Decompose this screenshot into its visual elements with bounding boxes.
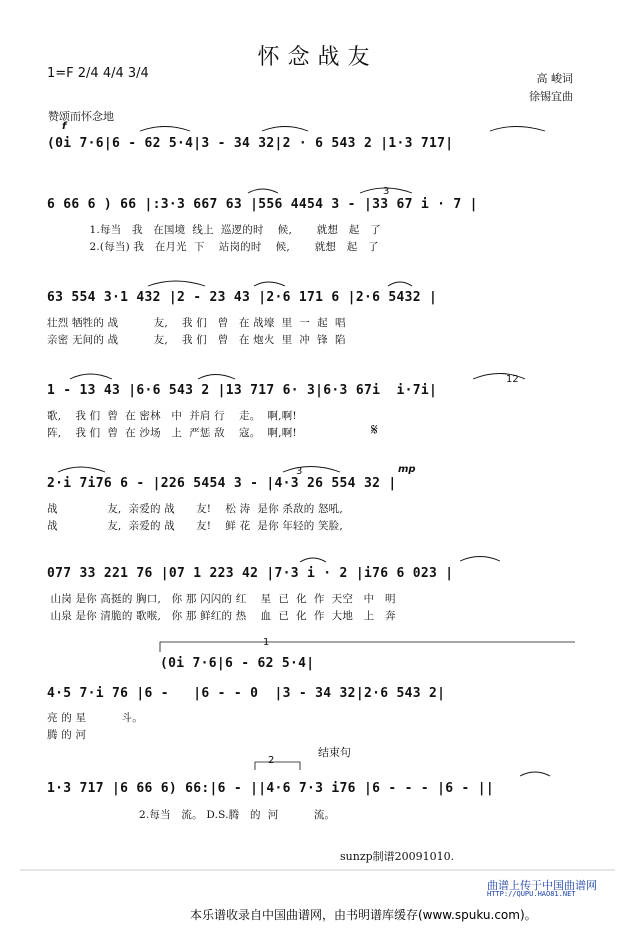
lyrics-verse2-line6: 山泉 是你 清脆的 歌喉, 你 那 鲜红的 热 血 已 化 作 大地 上 奔 <box>47 610 396 622</box>
slur <box>360 188 412 193</box>
score-system-6: 077 33 221 76 |07 1 223 42 |7·3 i · 2 |i76 6 023 | <box>47 566 454 581</box>
slur <box>58 467 105 472</box>
slur <box>198 375 235 380</box>
volta-1-bracket <box>160 642 575 652</box>
slur <box>70 374 112 379</box>
lyrics-verse1-line7: 亮 的 星 斗。 <box>47 712 143 724</box>
volta-2-bracket <box>255 762 300 770</box>
volta-1-label: 1 <box>263 637 270 648</box>
expression-mark: 赞颂而怀念地 <box>48 110 114 123</box>
score-system-8: 1·3 717 |6 66 6) 66:|6 - ||4·6 7·3 i76 |6 - - - |6 - || <box>47 781 494 796</box>
score-system-1: (0i 7·6|6 - 62 5·4|3 - 34 32|2 · 6 543 2 |1·3 717| <box>47 136 454 151</box>
triplet-mark: 3 <box>383 186 390 197</box>
composer-credit: 徐锡宜曲 <box>529 90 573 103</box>
dynamic-forte: f <box>62 121 67 132</box>
lyrics-verse2-line2: 2.(每当) 我 在月光 下 站岗的时 候, 就想 起 了 <box>47 241 379 253</box>
dynamic-mp: mp <box>398 464 416 475</box>
site-watermark: 曲谱上传于中国曲谱网 <box>487 879 597 892</box>
slur <box>300 558 326 562</box>
lyrics-verse2-line5: 战 友, 亲爱的 战 友! 鲜 花 是你 年轻的 笑脸, <box>47 520 343 532</box>
lyrics-verse1-line2: 1.每当 我 在国境 线上 巡逻的时 候, 就想 起 了 <box>47 224 381 236</box>
score-system-2: 6 66 6 ) 66 |:3·3 667 63 |556 4454 3 - |33 67 i · 7 | <box>47 197 478 212</box>
lyrics-verse1-line3: 壮烈 牺牲的 战 友, 我 们 曾 在 战壕 里 一 起 唱 <box>47 317 346 329</box>
tuplet-12-mark: 12 <box>506 374 519 385</box>
lyrics-verse2-line4: 阵, 我 们 曾 在 沙场 上 严惩 敌 寇。 啊,啊! <box>47 427 297 439</box>
lyrics-verse2-line7: 腾 的 河 <box>47 729 87 741</box>
key-signature: 1=F 2/4 4/4 3/4 <box>47 66 149 81</box>
footer-note: 本乐谱收录自中国曲谱网，由书明谱库缓存(www.spuku.com)。 <box>190 908 537 922</box>
slur <box>490 127 545 132</box>
lyrics-verse2-line3: 亲密 无间的 战 友, 我 们 曾 在 炮火 里 冲 锋 陷 <box>47 334 346 346</box>
lyrics-verse1-line6: 山岗 是你 高挺的 胸口, 你 那 闪闪的 红 星 已 化 作 天空 中 明 <box>47 593 396 605</box>
score-system-7-upper: (0i 7·6|6 - 62 5·4| <box>160 656 315 671</box>
lyrics-final-line: 2.每当 流。 D.S.腾 的 河 流。 <box>47 809 336 821</box>
slur <box>148 281 205 286</box>
page-title: 怀念战友 <box>257 45 378 70</box>
slur <box>254 282 285 286</box>
lyricist-credit: 高 峻词 <box>536 72 573 85</box>
lyrics-verse1-line4: 歌, 我 们 曾 在 密林 中 并肩 行 走。 啊,啊! <box>47 410 297 422</box>
score-system-3: 63 554 3·1 432 |2 - 23 43 |2·6 171 6 |2·6 5432 | <box>47 290 438 305</box>
slur <box>473 374 525 380</box>
maker-note: sunzp制谱20091010. <box>340 850 455 863</box>
slur <box>140 127 190 132</box>
slur <box>262 127 308 132</box>
site-url-watermark: HTTP://QUPU.HAO81.NET <box>487 890 576 898</box>
score-system-5: 2·i 7i76 6 - |226 5454 3 - |4·3 26 554 32 | <box>47 476 397 491</box>
slur <box>460 557 500 562</box>
slur <box>283 467 340 473</box>
score-system-4: 1 - 13 43 |6·6 543 2 |13 717 6· 3|6·3 67i i·7i| <box>47 383 438 398</box>
lyrics-verse1-line5: 战 友, 亲爱的 战 友! 松 涛 是你 杀敌的 怒吼, <box>47 503 343 515</box>
slur <box>520 772 550 776</box>
slur <box>248 189 278 193</box>
segno-icon: 𝄋 <box>371 420 378 439</box>
triplet-mark-2: 3 <box>296 466 303 477</box>
score-system-7: 4·5 7·i 76 |6 - |6 - - 0 |3 - 34 32|2·6 543 2| <box>47 686 446 701</box>
volta-2-label: 2 <box>268 755 275 766</box>
ending-label: 结束句 <box>318 746 351 759</box>
slur <box>388 282 412 286</box>
